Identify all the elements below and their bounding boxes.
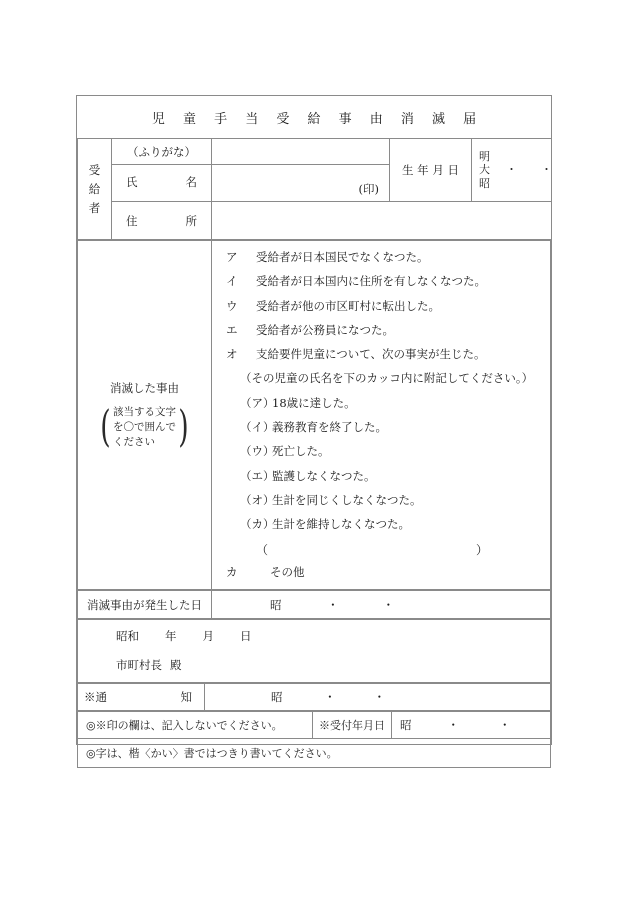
addressee-row (78, 620, 551, 683)
reason-instruction-note (78, 402, 211, 453)
reason-subitem-text: 18歳に達した。 (272, 395, 356, 410)
reason-label-cell (78, 241, 212, 590)
form-sheet (76, 95, 576, 761)
addressee-date-line (116, 631, 550, 643)
addressee-year: 年 (165, 629, 177, 644)
reason-subitem-text: 生計を維持しなくなつた。 (272, 517, 410, 532)
reason-continuation-text: （その児童の氏名を下のカッコ内に附記してください。） (240, 371, 534, 386)
notification-row (78, 684, 551, 711)
address-input-cell[interactable] (212, 202, 552, 240)
reason-item-mark[interactable]: オ (226, 347, 238, 362)
footer-notes-table (77, 711, 551, 768)
seal-mark: (印) (358, 182, 379, 196)
name-label-right: 名 (185, 175, 197, 189)
notification-table (77, 683, 551, 711)
note-line-2: を〇で囲んで (113, 421, 176, 434)
birthdate-label: 生 年 月 日 (390, 139, 472, 202)
notification-era-line (205, 689, 550, 705)
notification-era: 昭 (271, 690, 283, 705)
notification-label-left: ※通 (84, 690, 107, 705)
address-label-left: 住 (126, 213, 138, 228)
occurrence-era: 昭 (270, 597, 282, 612)
era-meiji[interactable]: 明 (479, 149, 490, 163)
reason-subitem[interactable] (226, 397, 550, 411)
bracket-right: ) (178, 402, 189, 453)
address-row (78, 202, 552, 240)
reason-item-mark[interactable]: ウ (226, 298, 238, 313)
reason-item[interactable] (226, 348, 550, 362)
name-row (78, 139, 552, 202)
reason-subitem-mark[interactable]: （ア） (240, 395, 275, 410)
notification-label-right: 知 (180, 690, 192, 705)
occurrence-table (77, 590, 551, 619)
reason-subitem-mark[interactable]: （イ） (240, 420, 275, 435)
address-label-right: 所 (185, 213, 197, 228)
addressee-honorific: 殿 (170, 657, 182, 672)
reason-options-list (212, 241, 550, 589)
reason-subitem-text: 死亡した。 (272, 444, 330, 459)
recipient-vertical-label (78, 139, 112, 240)
page-title: 児 童 手 当 受 給 事 由 消 滅 届 (151, 112, 484, 127)
reason-item-text: 受給者が日本国内に住所を有しなくなつた。 (256, 274, 486, 289)
reason-item[interactable] (226, 275, 550, 289)
notification-label-cell (78, 684, 205, 711)
addressee-era: 昭和 (116, 629, 139, 644)
note-line-1: 該当する文字 (113, 405, 176, 418)
reason-item-mark[interactable]: カ (226, 564, 238, 579)
paren-close: ） (475, 542, 488, 557)
footer-note-row-1 (78, 712, 550, 739)
reason-subitem-text: 監護しなくなつた。 (272, 468, 376, 483)
reason-subitem[interactable] (226, 470, 550, 484)
reason-item[interactable] (226, 566, 550, 580)
footer-note-1: ◎※印の欄は、記入しないでください。 (86, 719, 283, 733)
receipt-era: 昭 (400, 718, 412, 733)
recipient-label-char-1: 受 (88, 162, 101, 177)
reason-heading: 消滅した事由 (110, 380, 179, 395)
era-showa[interactable]: 昭 (479, 176, 490, 190)
era-taisho[interactable]: 大 (479, 163, 490, 177)
addressee-month: 月 (202, 629, 214, 644)
reason-subitem-mark[interactable]: （ウ） (240, 444, 275, 459)
name-label (112, 165, 211, 200)
reason-item-text: 支給要件児童について、次の事実が生じた。 (256, 347, 486, 362)
name-label-left: 氏 (126, 175, 138, 189)
reason-subitem[interactable] (226, 445, 550, 459)
reason-item-mark[interactable]: イ (226, 274, 238, 289)
era-options[interactable] (479, 150, 490, 190)
reason-item[interactable] (226, 300, 550, 314)
addressee-to-line (116, 657, 550, 672)
addressee-table (77, 619, 551, 683)
furigana-input-area[interactable] (212, 139, 389, 165)
note-line-3: ください (113, 436, 155, 449)
occurrence-date-cell[interactable] (212, 591, 551, 619)
reason-item-text: その他 (270, 564, 305, 579)
reason-subitem-mark[interactable]: （オ） (240, 492, 275, 507)
address-label-cell (112, 202, 212, 240)
addressee-office: 市町村長 (116, 657, 162, 672)
reason-subitem-mark[interactable]: （カ） (240, 517, 275, 532)
recipient-label-char-2: 給 (88, 181, 101, 196)
reason-options-cell (212, 241, 551, 590)
reason-item-text: 受給者が日本国民でなくなつた。 (256, 250, 429, 264)
bracket-left: ( (100, 402, 111, 453)
paren-open: （ (256, 542, 269, 557)
addressee-block (78, 620, 550, 682)
reason-subitem-text: 義務教育を終了した。 (272, 420, 387, 435)
footer-notes-cell (78, 712, 551, 768)
reason-table (77, 240, 551, 590)
reason-item[interactable] (226, 324, 550, 338)
reason-continuation-line (226, 372, 550, 386)
reason-item-mark[interactable]: エ (226, 322, 238, 337)
occurrence-label: 消滅事由が発生した日 (78, 591, 212, 619)
addressee-day: 日 (240, 629, 252, 644)
reason-subitem-mark[interactable]: （エ） (240, 468, 275, 483)
receipt-date-label: ※受付年月日 (312, 712, 392, 738)
notification-dots: ・・ (324, 690, 424, 705)
occurrence-row (78, 591, 551, 619)
footer-note-2: ◎字は、楷〈かい〉書ではつきり書いてください。 (86, 747, 338, 761)
recipient-table (77, 138, 576, 240)
addressee-cell[interactable] (78, 620, 551, 683)
name-label-cell (112, 139, 212, 202)
reason-subitem[interactable] (226, 421, 550, 435)
receipt-date-cell[interactable] (392, 712, 550, 738)
birthdate-dots: ・・ (506, 163, 576, 177)
reason-subitem[interactable] (226, 494, 550, 508)
reason-row (78, 241, 551, 590)
reason-subitem-text: 生計を同じくしなくなつた。 (272, 492, 422, 507)
occurrence-dots: ・・ (327, 597, 439, 612)
birthdate-era-cell[interactable] (472, 139, 576, 202)
notification-date-cell[interactable] (205, 684, 551, 711)
recipient-label-char-3: 者 (88, 201, 101, 216)
footer-notes-row (78, 712, 551, 768)
occurrence-era-line (212, 597, 550, 613)
reason-item-mark[interactable]: ア (226, 250, 238, 264)
reason-subitem[interactable] (226, 518, 550, 532)
child-name-input-parens[interactable] (256, 541, 488, 558)
furigana-label: （ふりがな） (112, 139, 211, 165)
name-input-cell[interactable] (212, 139, 390, 202)
receipt-dots: ・・ (447, 718, 551, 733)
reason-item-text: 受給者が公務員になつた。 (256, 322, 394, 337)
reason-item-text: 受給者が他の市区町村に転出した。 (256, 298, 440, 313)
reason-instruction-text (113, 405, 176, 451)
reason-item[interactable] (226, 251, 550, 265)
